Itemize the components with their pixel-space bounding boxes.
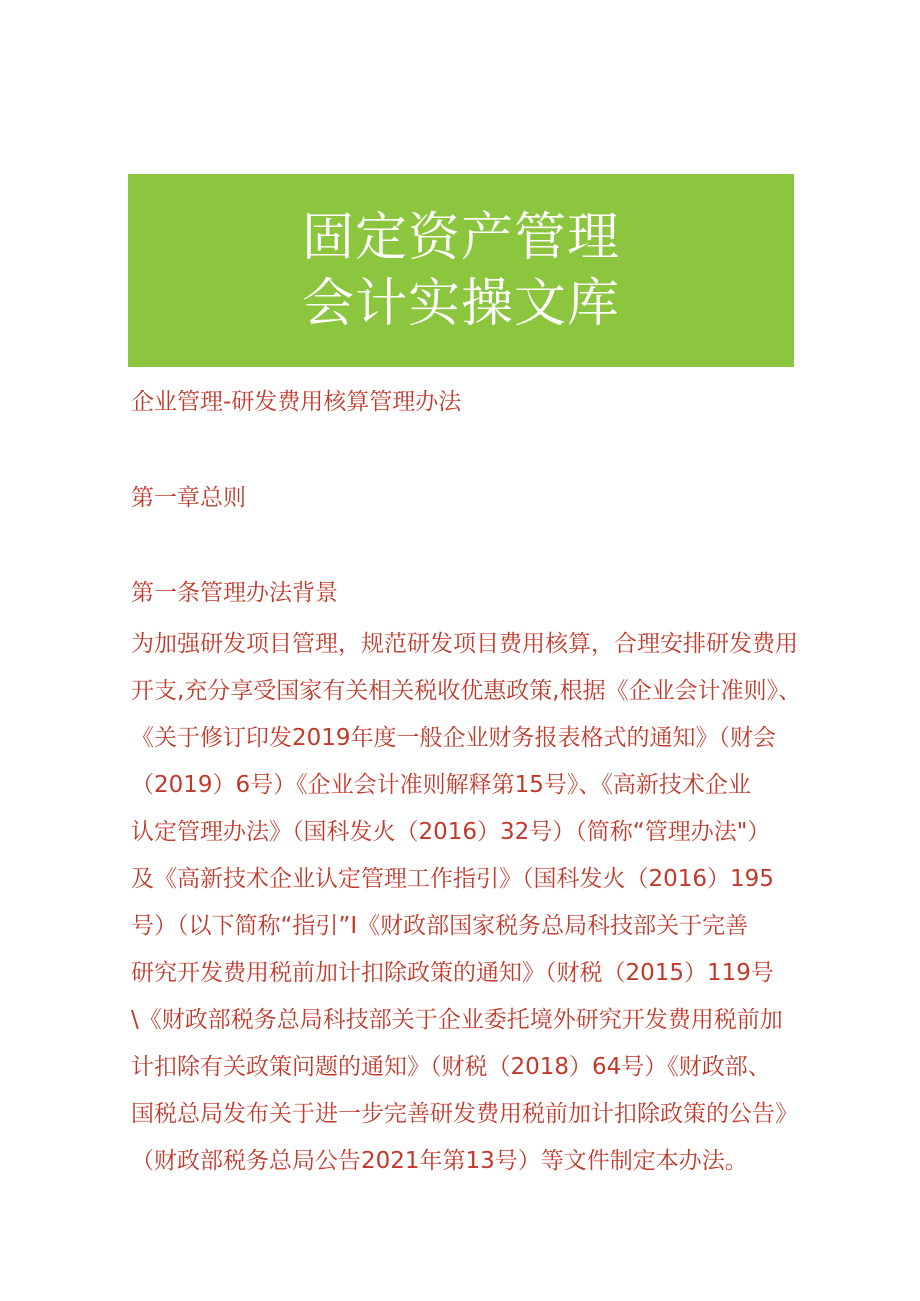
article-body: [131, 621, 811, 1185]
banner-title-line-2: 会计实操文库: [301, 273, 620, 334]
body-line: 研究开发费用税前加计扣除政策的通知》（财税（2015）119号: [131, 960, 774, 986]
body-line: 计扣除有关政策问题的通知》（财税（2018）64号）《财政部、: [131, 1054, 771, 1080]
title-banner: [128, 174, 794, 367]
chapter-heading: 第一章总则: [131, 485, 246, 511]
article-heading: 第一条管理办法背景: [131, 580, 338, 606]
body-line: 及《高新技术企业认定管理工作指引》（国科发火（2016）195: [131, 866, 774, 892]
body-line: 国税总局发布关于进一步完善研发费用税前加计扣除政策的公告》: [131, 1101, 798, 1127]
document-title: 企业管理-研发费用核算管理办法: [131, 389, 462, 415]
body-line: 开支,充分享受国家有关相关税收优惠政策,根据《企业会计准则》、: [131, 678, 802, 704]
banner-title-line-1: 固定资产管理: [301, 207, 620, 268]
body-line: 号）（以下简称“指引”I《财政部国家税务总局科技部关于完善: [131, 913, 749, 939]
article-section: [131, 577, 811, 1185]
body-line: 为加强研发项目管理，规范研发项目费用核算，合理安排研发费用: [131, 631, 798, 657]
body-line: （财政部税务总局公告2021年第13号）等文件制定本办法。: [131, 1148, 748, 1174]
body-line: 认定管理办法》（国科发火（2016）32号）（简称“管理办法"）: [131, 819, 771, 845]
body-line: （2019）6号）《企业会计准则解释第15号》、《高新技术企业: [131, 772, 751, 798]
body-line: \《财政部税务总局科技部关于企业委托境外研究开发费用税前加: [131, 1007, 783, 1033]
body-line: 《关于修订印发2019年度一般企业财务报表格式的通知》（财会: [131, 725, 777, 751]
